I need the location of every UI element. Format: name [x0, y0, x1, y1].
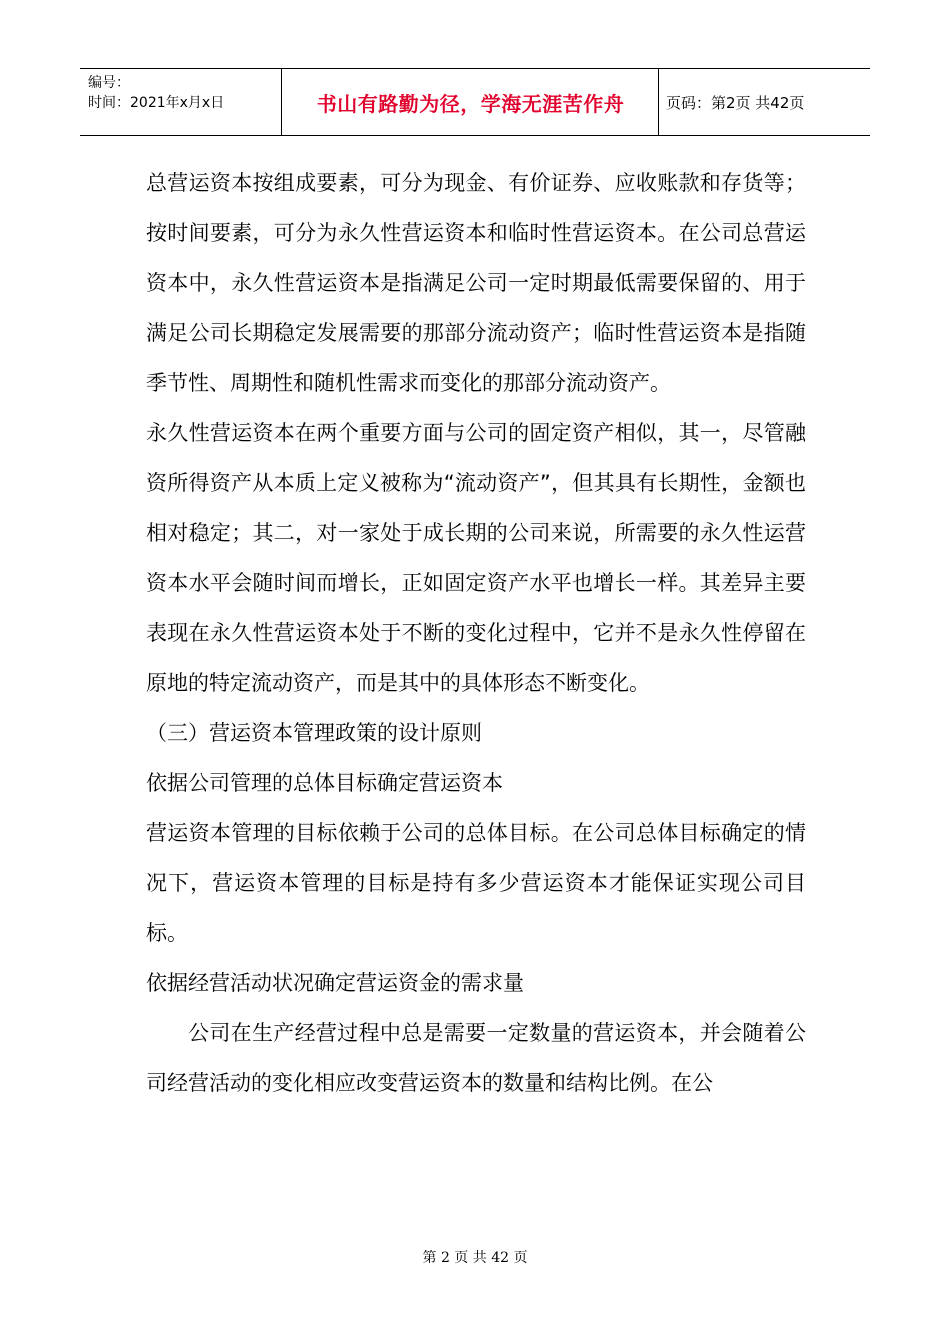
header-page-info: 页码：第2页 共42页 [666, 93, 805, 112]
paragraph: 公司在生产经营过程中总是需要一定数量的营运资本，并会随着公司经营活动的变化相应改变营运资本的数量和结构比例。在公 [146, 1021, 806, 1095]
header-meta [88, 73, 224, 113]
document-body [146, 158, 806, 1108]
subheading: 依据公司管理的总体目标确定营运资本 [146, 771, 503, 795]
header-motto: 书山有路勤为径，学海无涯苦作舟 [316, 91, 625, 116]
page-footer: 第 2 页 共 42 页 [422, 1250, 528, 1266]
header-divider-right [658, 69, 659, 135]
document-number-label: 编号： [88, 75, 130, 91]
subheading: 依据经营活动状况确定营运资金的需求量 [146, 971, 524, 995]
page-header [80, 68, 870, 136]
paragraph: 永久性营运资本在两个重要方面与公司的固定资产相似，其一，尽管融资所得资产从本质上定义被称为“流动资产”，但其具有长期性，金额也相对稳定；其二，对一家处于成长期的公司来说，所需要的永久性运营资本水平会随时间而增长，正如固定资产水平也增长一样。其差异主要表现在永久性营运资本处于不断的变化过程中，它并不是永久性停留在原地的特定流动资产，而是其中的具体形态不断变化。 [146, 421, 806, 695]
paragraph: 总营运资本按组成要素，可分为现金、有价证券、应收账款和存货等；按时间要素，可分为永久性营运资本和临时性营运资本。在公司总营运资本中，永久性营运资本是指满足公司一定时期最低需要保留的、用于满足公司长期稳定发展需要的那部分流动资产；临时性营运资本是指随季节性、周期性和随机性需求而变化的那部分流动资产。 [146, 171, 806, 395]
section-heading: （三）营运资本管理政策的设计原则 [146, 721, 482, 745]
document-time-label: 时间：2021年x月x日 [88, 95, 225, 111]
paragraph: 营运资本管理的目标依赖于公司的总体目标。在公司总体目标确定的情况下，营运资本管理的目标是持有多少营运资本才能保证实现公司目标。 [146, 821, 806, 945]
